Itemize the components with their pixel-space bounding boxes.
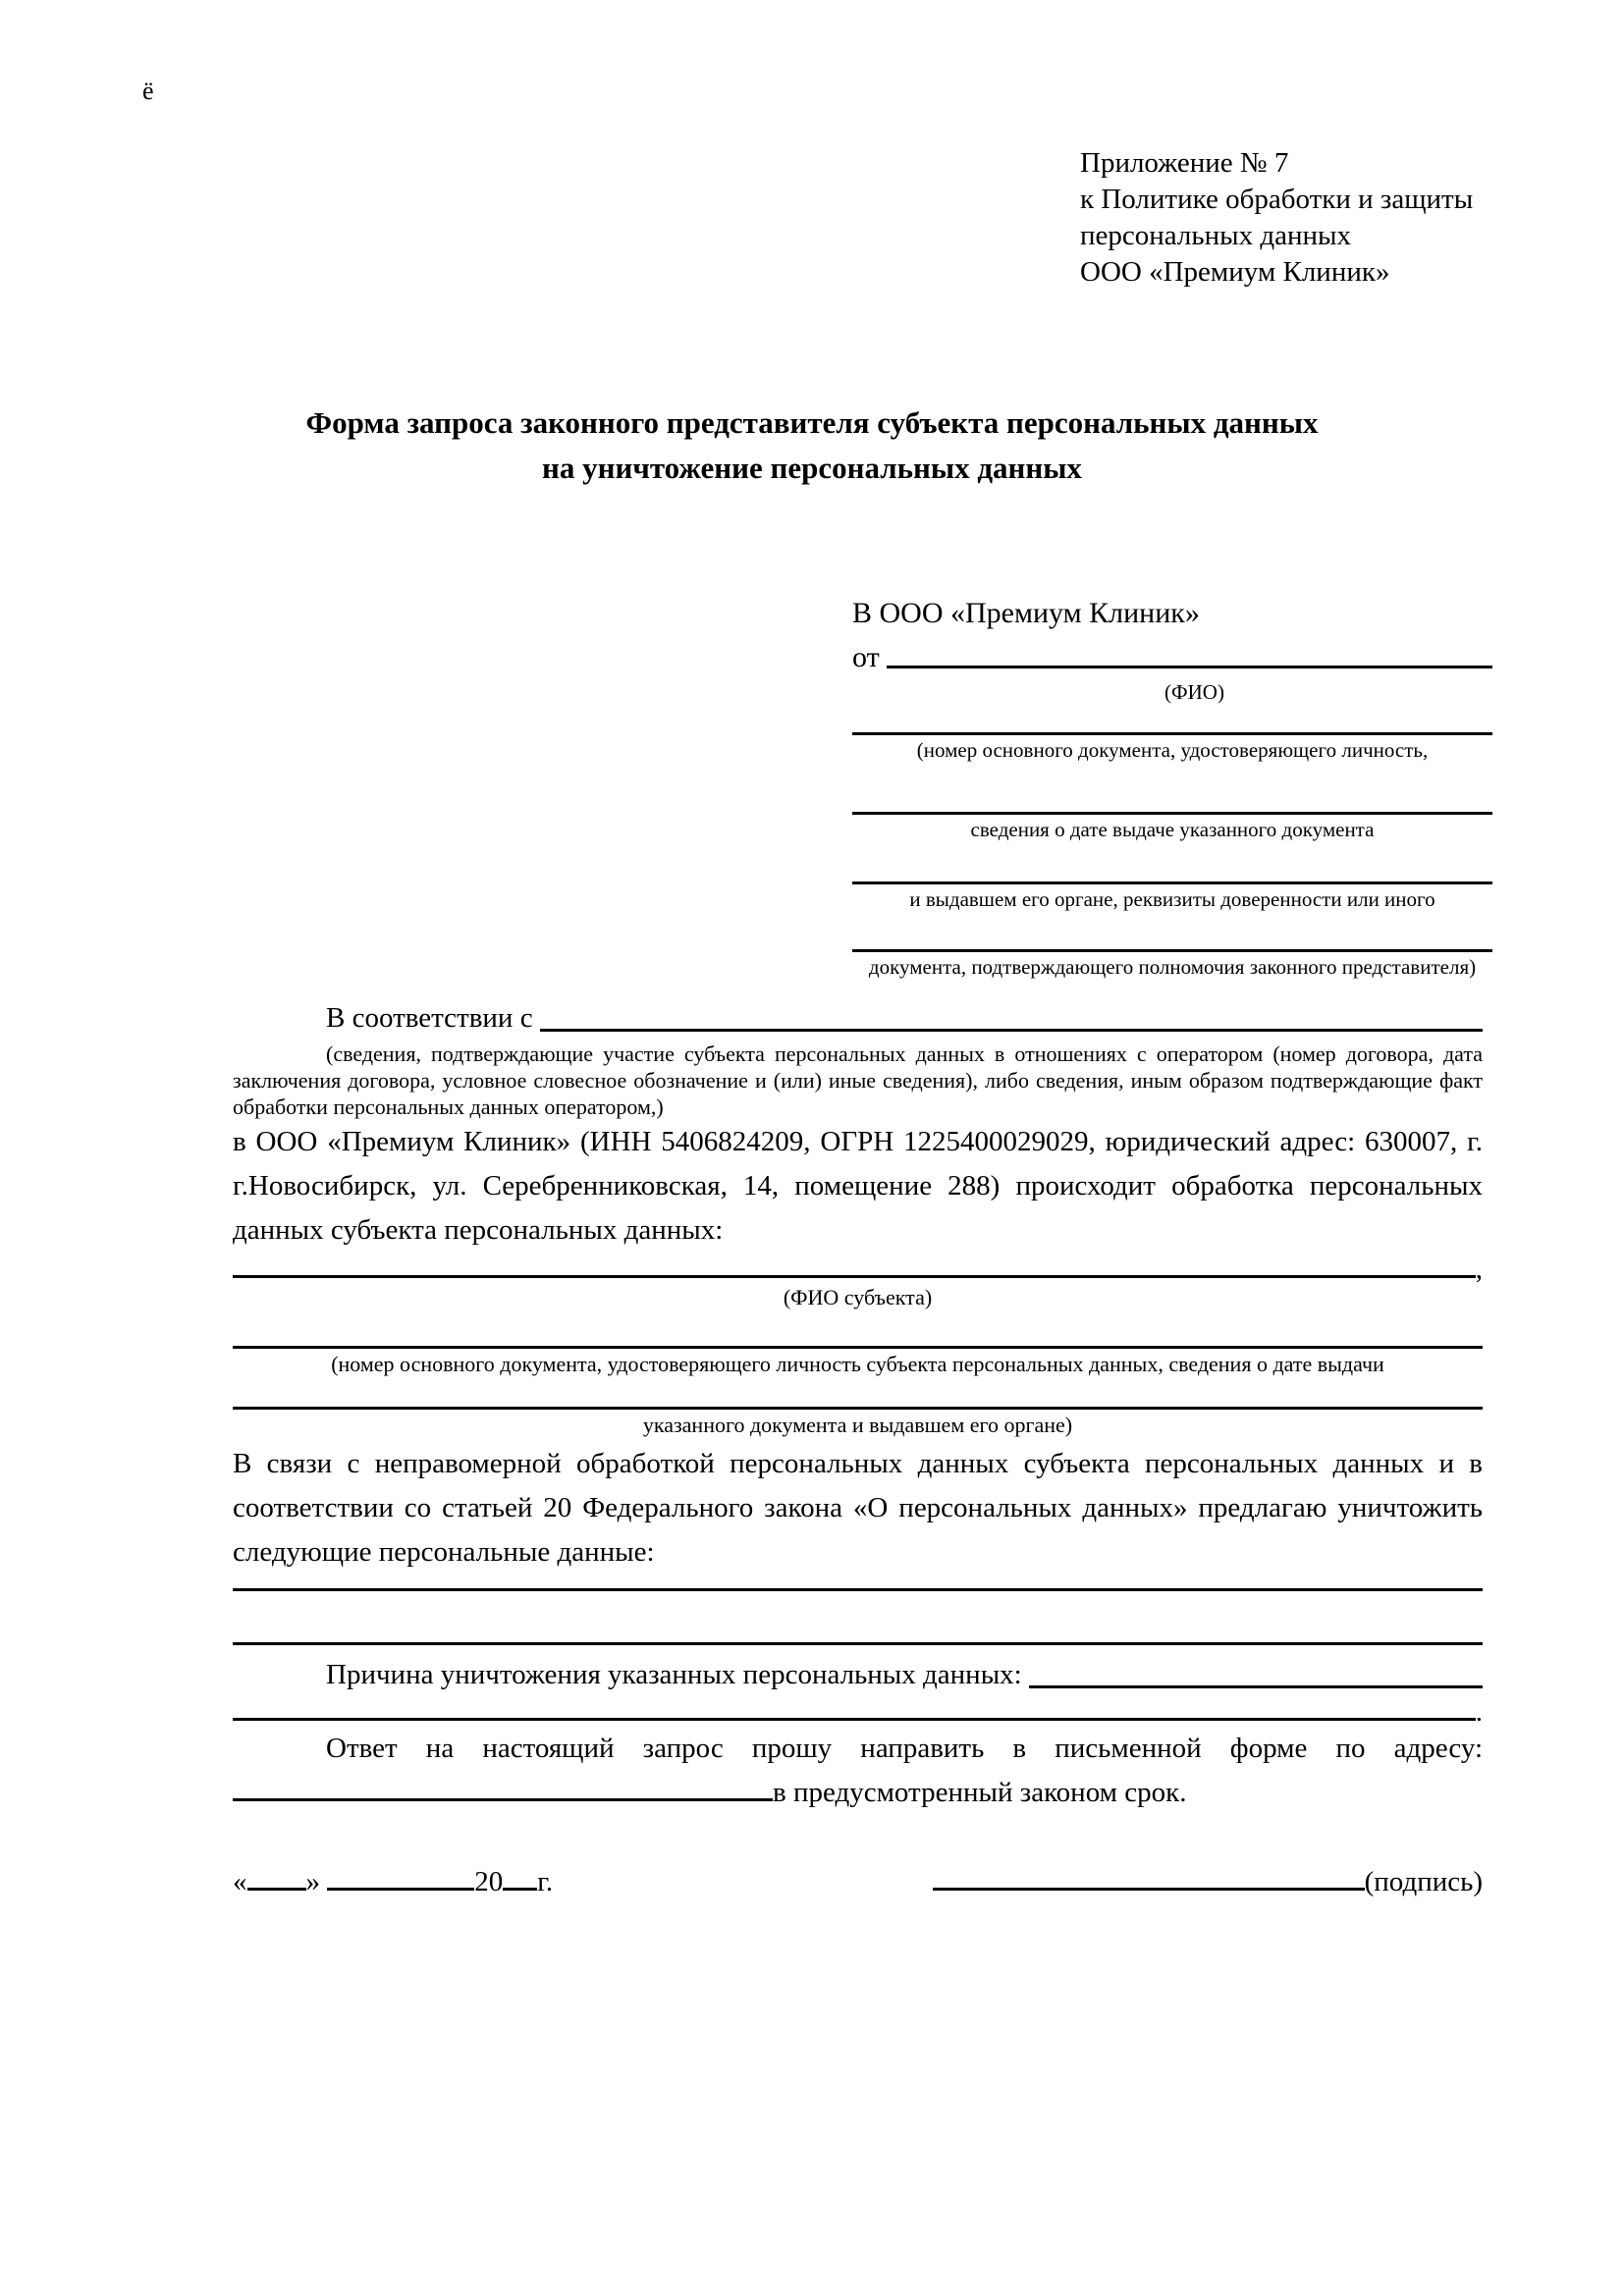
document-title	[177, 400, 1447, 491]
accordance-row	[233, 996, 1483, 1041]
year-suffix: г.	[537, 1866, 554, 1897]
issue-date-caption: сведения о дате выдаче указанного документа	[970, 818, 1375, 841]
stray-char: ё	[142, 77, 154, 105]
blank-line	[852, 949, 1492, 952]
issue-org-caption: и выдавшем его органе, реквизиты доверенности или иного	[909, 887, 1435, 911]
trailing-period: .	[1475, 1696, 1483, 1728]
addressee-block	[852, 594, 1492, 980]
signature-group	[933, 1860, 1483, 1904]
signature-caption: (подпись)	[1364, 1866, 1483, 1897]
fio-caption: (ФИО)	[1164, 680, 1224, 704]
accordance-note: (сведения, подтверждающие участие субъекта персональных данных в отношениях с оператором (номер договора, дата заключения договора, условное словесное обозначение и (или) иные сведения), либо сведения, иным образом подтверждающие факт обработки персональных данных оператором,)	[233, 1041, 1483, 1119]
subject-fio-caption: (ФИО субъекта)	[783, 1285, 933, 1309]
reply-address-row	[233, 1771, 1483, 1815]
date-group	[233, 1860, 553, 1904]
footer-row	[233, 1860, 1483, 1904]
subject-fio-blank-line	[233, 1268, 1476, 1278]
document-title-line2: на уничтожение персональных данных	[542, 451, 1082, 485]
reason-row	[233, 1653, 1483, 1697]
appendix-header-line: персональных данных	[1080, 220, 1352, 251]
blank-line	[852, 881, 1492, 884]
month-blank	[327, 1865, 474, 1891]
day-blank	[247, 1865, 306, 1891]
document-title-line1: Форма запроса законного представителя субъекта персональных данных	[305, 405, 1319, 440]
fio-blank-line	[887, 659, 1492, 668]
appendix-header-line: к Политике обработки и защиты	[1080, 184, 1474, 215]
year-prefix: 20	[474, 1866, 504, 1897]
operator-paragraph: в ООО «Премиум Клиник» (ИНН 5406824209, ОГРН 1225400029029, юридический адрес: 630007, г. г.Новосибирск, ул. Серебренниковская, 14, помещение 288) происходит обработка персональных данных субъекта персональных данных:	[233, 1126, 1483, 1246]
subject-doc-caption-1: (номер основного документа, удостоверяющего личность субъекта персональных данных, сведения о дате выдачи	[331, 1352, 1384, 1376]
accordance-lead: В соответствии с	[326, 1002, 540, 1034]
trailing-comma: ,	[1475, 1254, 1483, 1285]
authority-doc-caption: документа, подтверждающего полномочия законного представителя)	[868, 955, 1477, 979]
open-quote: «	[233, 1866, 247, 1897]
from-label: от	[852, 641, 888, 673]
reason-blank-line	[1029, 1679, 1483, 1688]
subject-fio-row	[233, 1255, 1483, 1284]
addressee-to: В ООО «Премиум Клиник»	[852, 597, 1200, 629]
blank-line	[233, 1642, 1483, 1645]
blank-line	[852, 732, 1492, 735]
blank-line	[233, 1346, 1483, 1349]
blank-line	[852, 812, 1492, 815]
blank-line	[233, 1588, 1483, 1591]
reason-lead: Причина уничтожения указанных персональных данных:	[326, 1659, 1029, 1690]
unlawful-paragraph: В связи с неправомерной обработкой персональных данных субъекта персональных данных и в соответствии со статьей 20 Федерального закона «О персональных данных» предлагаю уничтожить следующие персональные данные:	[233, 1448, 1483, 1568]
reason-blank-line-2	[233, 1711, 1476, 1721]
address-blank-line	[233, 1776, 773, 1801]
doc-number-caption: (номер основного документа, удостоверяющего личность,	[916, 738, 1429, 762]
addressee-from-row	[852, 633, 1492, 677]
reply-paragraph: Ответ на настоящий запрос прошу направить в письменной форме по адресу:	[326, 1733, 1483, 1764]
appendix-header	[1080, 145, 1473, 291]
close-quote: »	[305, 1866, 328, 1897]
reply-tail: в предусмотренный законом срок.	[773, 1777, 1187, 1808]
year-blank	[503, 1865, 537, 1891]
reason-continuation-row	[233, 1697, 1483, 1727]
blank-line	[233, 1407, 1483, 1410]
subject-doc-caption-2: указанного документа и выдавшем его органе)	[642, 1413, 1073, 1437]
appendix-header-line: ООО «Премиум Клиник»	[1080, 256, 1390, 288]
signature-blank	[933, 1865, 1365, 1891]
body-block	[233, 996, 1483, 1815]
accordance-blank-line	[540, 1022, 1483, 1032]
appendix-header-line: Приложение № 7	[1080, 147, 1289, 179]
